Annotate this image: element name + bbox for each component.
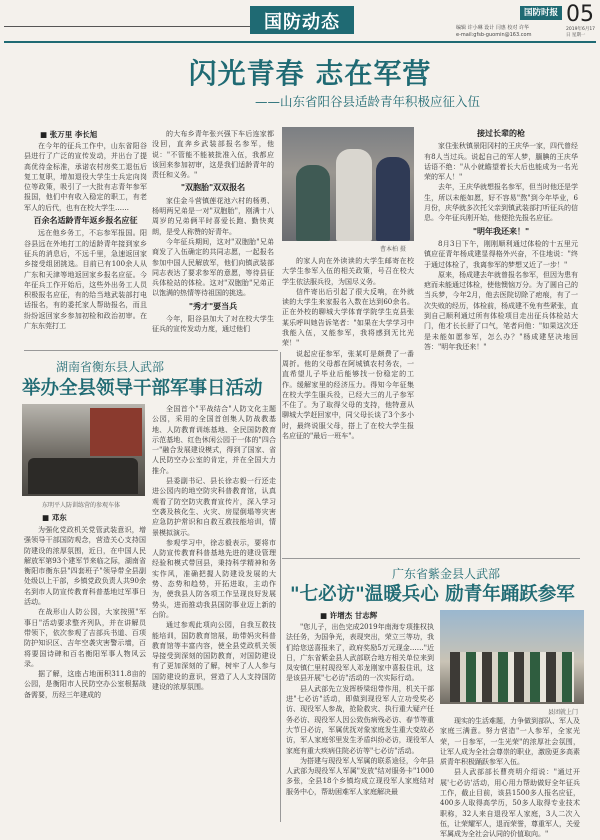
divider-article1-article2	[24, 350, 278, 351]
photo-people-row	[450, 652, 574, 702]
article1-subhead2: "双胞胎"双双报名	[180, 183, 246, 193]
article1-col1-p2: 远在他乡务工，不忘参军报国。阳谷县远在外地打工的适龄青年接到家乡征兵的消息后，不远千里，急速返回家乡接受组团挑选。目前已有100余人从广东和天津等地返回家乡报名应征。今年征兵工作开始后，这些外出务工人员积极报名应征，有的给当地武装部打电话报名，有的委托家人帮助报名，而且纷纷返回家乡参加初检和政治初审。在广东东莞打工	[24, 229, 147, 331]
page-number: 05	[566, 2, 594, 27]
article2-photo	[22, 404, 145, 496]
article2-col1-p2: 在战形山人防公园，大家按照"军事日"活动要求整齐列队，并在讲解员带领下，依次参观了吉部兵书道、百项防护知识区、吉年空袭灾害警示墙，百将要国诗碑和百名衡阳军事人物风云录。	[24, 608, 146, 668]
article1-subhead4: 接过长辈的枪	[477, 129, 525, 138]
article1-photo-caption: 曹本柏 摄	[380, 246, 406, 253]
article2-col2-p4: 通过参观此项向公园，自我互救技能培训，国防教育馆展，助带妈灾科普教育馆等丰富内容，使全县党政机关领导接受到深刻的国防教育，对国防建设有了更加深刻的了解，树牢了人人参与国防建设的意识，营造了人人支持国防建设的浓厚氛围。	[152, 621, 276, 692]
article1-subhead5: "明年我还来！"	[472, 226, 530, 236]
article1-col3-p1: 的家人向在外读读的大学生邮寄在校大学生参军入伍的相关政策，号召在校大学生依法服兵役，为国尽义务。	[282, 257, 414, 286]
header-rule	[4, 41, 596, 43]
article3-col1-p3: 为搭建与现役军人军属的联系途径，今年县人武部为现役军人军属"发放"结对服务卡"1000多张，全县18个乡镇均成立现役军人家庭结对服务中心，帮助困难军人家庭解决最	[286, 756, 434, 796]
article1-subhead1: 百余名适龄青年返乡报名应征	[33, 216, 138, 226]
article1-col3-p3: 说起应征参军，张某叮是颇费了一番周折。他的父母都在阿城镇农村务农，一直希望儿子毕业后能够找一份稳定的工作。缓解家里的经济压力。得知今年征集在校大学生服兵役，已经大三的儿子参军不住了。为了取得父母的支持，他特意从聊城大学赶回家中，同父母长谈了3个多小时，最终说服父母，搭上了在校大学生报名应征的"最后一班车"。	[282, 349, 414, 441]
article1-col1	[24, 141, 147, 447]
article2-col2-p1: 全国首个"平战结合"人防文化主题公园，采用的全国首创集人防战教基地、人防教育训练基地、全民国防教育示范基地、红色休闲公园于一体的"四合一"融合发展建设模式，得到了国家、省人民防空办公室的肯定，并在全国大力推介。	[152, 405, 276, 475]
article1-col4-p4: 原来，杨成建去年就曾报名参军，但因为患有疤而未能通过体检，使他懊恼万分。为了圆自己的当兵梦，今年2月，他去医院切除了疤痕，有了一次失败的经历，体检前，杨成建不免有些紧张，直到自己顺利通过所有体检项目走出征兵体检站大门，他才长长舒了口气，笔者问他："如果这次还是未能如愿参军，怎么办？"杨成建坚决地回答："明年我还来！"	[424, 270, 578, 351]
article2-kicker: 湖南省衡东县人武部	[56, 360, 165, 374]
article3-photo	[440, 610, 584, 704]
page-date: 2019年6月17日 星期一	[566, 27, 596, 38]
article3-col2	[440, 716, 580, 839]
article3-col1-p2: 县人武部先立发挥桥梁纽带作用，机关干部进"七必访"活动，即做到现役军人立功受奖必访、现役军人参战，抢险救灾、执行重大疑产任务必访、现役军人因公致伤病残必访、春节等重大节日必访，军属优抚对象家庭发生重大变故必访，军人家庭邻里发生矛盾纠纷必访，现役军人家庭有重大疾病住院必访等"七必访"活动。	[286, 684, 434, 755]
masthead-logo: 国防时报	[523, 8, 558, 18]
article1-col2-p3: 今年征兵期间，这对"双胞胎"兄弟商发了入伍确定的共同志愿，一起报名参加中国人民解放军，他们向镇武装部同志表达了要求参军的意愿，等待县征兵体检站的体检。这对"双胞胎"兄弟正以饱满的热情等待祖国的挑选。	[152, 237, 274, 298]
article1-col1-p1: 在今年的征兵工作中，山东省阳谷县进行了广泛的宣传发动，并出台了提高优待金标准，承诺农村房奖工退伍后复工复职，增加退役大学生士兵定向岗位等政策，吸引了一大批有志青年参军报国，他们中有收入稳定的职工，有老军人的后代，也有在校大学生……	[24, 142, 147, 212]
article2-headline: 举办全县领导干部军事日活动	[22, 378, 263, 399]
article1-col4-p1: 家住张秋镇景阳冈村的王庆华一家，四代曾经有8人当过兵。说起自己的军人梦，腼腆的王庆华话语不绝："从小就瞻望着长大后也能成为一名光荣的军人！"	[424, 142, 578, 182]
article1-col2-p2: 家住金斗营镇莲花池六村的杨勇、杨明两兄弟是一对"双胞胎"，刚满十八周岁的兄弟俩平时喜爱长跑、勤快爽朗，是受人称赞的好青年。	[152, 196, 274, 236]
article1-subhead: ——山东省阳谷县适龄青年积极应征入伍	[254, 94, 480, 109]
article3-col1	[286, 622, 434, 824]
article1-col3	[282, 256, 414, 556]
article3-col2-p2: 县人武部部长曹亮明介绍说："通过开展'七必访'活动，用心用力帮助做好全年征兵工作，截止目前，该县1500多人报名应征，400多人取得高学历，50多人取得专业技术职称，32人来自退役军人家庭，3人二次入伍，让荣耀军人，退而荣誉，尊重军人，关爱军属成为全社会认同的价值取向。"	[440, 768, 580, 839]
photo-figure-left	[296, 165, 330, 241]
article2-col2-p3: 参观学习中，徐志毅表示，要将市人防宣传教育科普基地先进的建设管理经验和模式带回县，秉持科学精神和务实作风，准确把握人防建设发展的大势、态势和趋势，开拓进取，主动作为，使我县人防各项工作呈现良好发展势头，进而推动我县国防事业迈上新的台阶。	[152, 538, 276, 619]
article1-authors: ■ 张万里 李长旭	[40, 130, 98, 139]
article3-headline: "七必访"温暖兵心 励青年踊跃参军	[290, 584, 575, 605]
article3-photo-caption: 县团就上门	[548, 709, 579, 716]
article1-subhead3: "秀才"要当兵	[188, 301, 238, 311]
article2-col2-p2: 县委副书记、县长徐志毅一行还走进公园内的地空防灾科普教育馆，认真观看了防空防灾教育宣传片，深入学习空袭及核化生、火灾、房屋倒塌等灾害应急防护常识和自救互救技能培训，情景模拟演示。	[152, 477, 276, 537]
photo-crowd	[28, 458, 138, 494]
article2-col2	[152, 404, 276, 824]
email-line: e-mail:gfsb-guomin@163.com	[456, 32, 532, 38]
article1-photo	[282, 127, 414, 241]
article2-col1-p1: 为强化党政机关党管武装意识，增强领导干部国防观念，营造关心支持国防建设的浓厚氛围，近日，在中国人民解放军第93个建军节来临之际，湖南省衡阳市衡东县"四套班子"领导带全县副处级以上干部，乡镇党政负责人共90余名到市人防宣传教育科普基地过军事日活动。	[24, 526, 146, 607]
divider-article1-article3	[282, 558, 580, 559]
editors-line: 编辑 许小琳 设计 闫惠 校对 许华	[456, 25, 529, 31]
article1-col3-p2: 信件寄出后引起了很大反响，在外就读的大学生来家报名入数在达到60余名。正在外校的聊城大学体育学院学生克县张某乐呼叫她告诉笔者："如果在大学学习中我能入伍，又能参军，我将感到无比光荣！"	[282, 287, 414, 348]
photo-figure-center	[336, 149, 372, 241]
header-line-left	[4, 26, 250, 27]
article3-col1-p1: "您儿子，出色完成2019年南海专项推权执法任务，为国争光，表现突出，荣立三等功，我们给您送喜报来了，政府奖励5万元现金……"近日，广东省紫金县人武部联合地方相关单位来到凤安镇仁里村现役军人邓龙刚家中喜报住讯，这是该县开展"七必访"活动的一次实际行动。	[286, 623, 434, 683]
article2-photo-caption: 东明平人防训练营的参观车体	[42, 502, 121, 509]
article3-col2-p1: 现实的生活难题，力争做到部队、军人及家庭三满意。努力营造"一人参军，全家光荣，一日参军，一生光荣"的浓厚社会氛围，让军人成为全社会尊崇的职业，激励更多高素质青年积极踊跃参军入伍。	[440, 717, 580, 767]
article1-col4-p3: 8月3日下午，刚刚顺利通过体检的十五里元镇应征青年杨成建显得格外兴奋，不住地说："终于通过体检了，我离参军的梦想又近了一步！"	[424, 239, 578, 269]
article2-author: ■ 邓东	[42, 513, 67, 522]
section-title: 国防动态	[264, 12, 340, 33]
article2-col1	[24, 525, 146, 823]
article1-headline: 闪光青春 志在军营	[188, 57, 432, 90]
article1-col4-p2: 去年，王庆华就想报名参军，但当时他还是学生，所以未能如愿，好不容易"熬"到今年毕业，6月份，庆华就多次托父亲到镇武装部打听征兵的信息。今年征兵刚开始，他便抢先报名应征。	[424, 183, 578, 223]
divider-vertical	[280, 352, 281, 822]
article1-col4	[424, 126, 578, 552]
photo-building	[90, 408, 142, 456]
article1-col2-p4: 今年，阳谷县加大了对在校大学生征兵的宣传发动力度，通过他们	[152, 315, 274, 334]
article3-authors: ■ 许增杰 甘志辉	[320, 611, 378, 620]
article3-kicker: 广东省紫金县人武部	[392, 567, 501, 581]
article1-col2-p1: 的大布乡青年张兴强下车后连家都没回，直奔乡武装部报名参军，他说："不管能不能被批准入伍，我都应该回来参加初审，这是我们适龄青年的责任和义务。"	[152, 130, 274, 180]
article2-col1-p3: 据了解，这座占地面积311.8亩的公园，是衡阳市人民防空办公室根据战备需要，历经三年建成的	[24, 670, 146, 699]
photo-figure-right	[376, 157, 410, 241]
